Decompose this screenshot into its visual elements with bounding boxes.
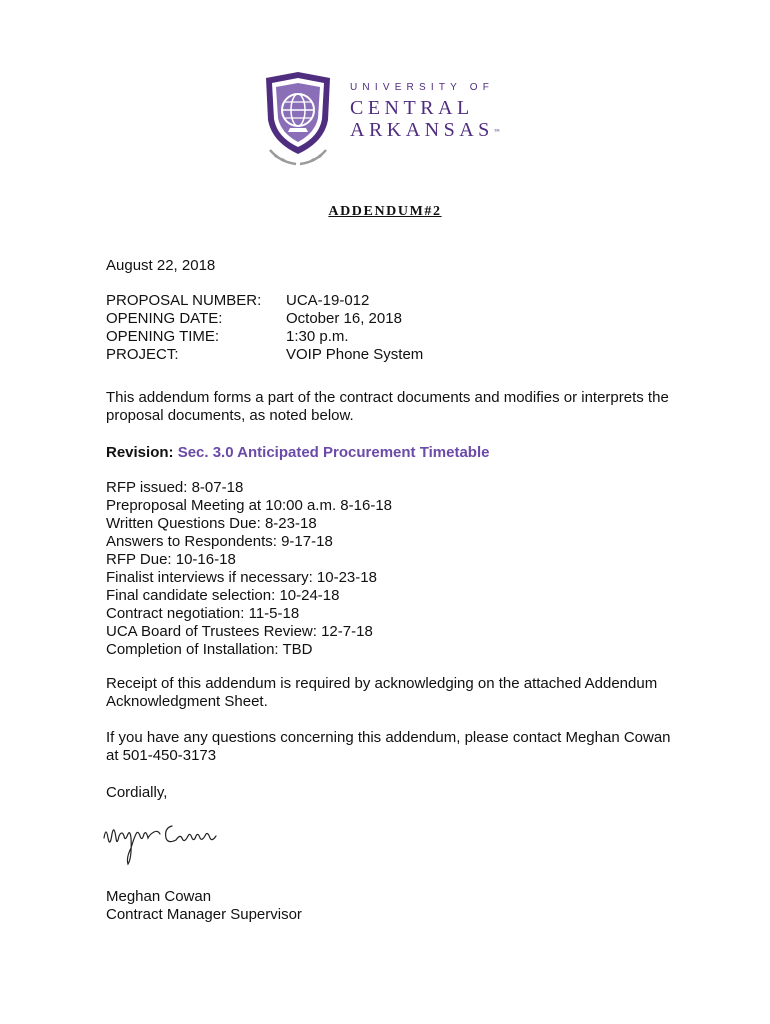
field-label: OPENING DATE: bbox=[106, 310, 223, 327]
timetable-item: Answers to Respondents: 9-17-18 bbox=[106, 533, 333, 550]
field-value: October 16, 2018 bbox=[286, 310, 402, 327]
signer-block bbox=[106, 888, 676, 924]
logo-arkansas-text: ARKANSAS bbox=[350, 119, 494, 141]
signer-title: Contract Manager Supervisor bbox=[106, 906, 302, 923]
timetable-item: Finalist interviews if necessary: 10-23-18 bbox=[106, 569, 377, 586]
proposal-fields bbox=[106, 292, 676, 364]
field-label: OPENING TIME: bbox=[106, 328, 220, 345]
field-row-project bbox=[106, 346, 676, 364]
trademark-symbol: ™ bbox=[493, 129, 500, 135]
logo-line-arkansas bbox=[350, 119, 520, 141]
timetable-item: RFP Due: 10-16-18 bbox=[106, 551, 236, 568]
field-value: VOIP Phone System bbox=[286, 346, 424, 363]
university-logo bbox=[258, 70, 518, 170]
timetable-item: Written Questions Due: 8-23-18 bbox=[106, 515, 317, 532]
field-row-opening-time bbox=[106, 328, 676, 346]
letter-date: August 22, 2018 bbox=[106, 257, 216, 274]
timetable-item: Final candidate selection: 10-24-18 bbox=[106, 587, 340, 604]
timetable-list bbox=[106, 479, 676, 659]
logo-line-university-of: UNIVERSITY OF bbox=[350, 82, 495, 93]
contact-paragraph: If you have any questions concerning this addendum, please contact Meghan Cowan at 501-450-3173 bbox=[106, 729, 671, 764]
field-label: PROPOSAL NUMBER: bbox=[106, 292, 262, 309]
logo-line-central: CENTRAL bbox=[350, 97, 474, 119]
timetable-item: Completion of Installation: TBD bbox=[106, 641, 313, 658]
timetable-item: Contract negotiation: 11-5-18 bbox=[106, 605, 300, 622]
timetable-item: Preproposal Meeting at 10:00 a.m. 8-16-18 bbox=[106, 497, 393, 514]
intro-paragraph: This addendum forms a part of the contract documents and modifies or interprets the proposal documents, as noted below. bbox=[106, 389, 669, 424]
closing-salutation: Cordially, bbox=[106, 784, 168, 801]
shield-crest-icon bbox=[258, 70, 338, 170]
receipt-paragraph: Receipt of this addendum is required by acknowledging on the attached Addendum Acknowledgment Sheet. bbox=[106, 675, 658, 710]
field-row-opening-date bbox=[106, 310, 676, 328]
field-value: UCA-19-012 bbox=[286, 292, 370, 309]
field-row-proposal-number bbox=[106, 292, 676, 310]
timetable-item: RFP issued: 8-07-18 bbox=[106, 479, 244, 496]
revision-label: Revision: bbox=[106, 444, 174, 461]
addendum-heading: ADDENDUM#2 bbox=[328, 204, 442, 219]
field-label: PROJECT: bbox=[106, 346, 179, 363]
revision-title: Sec. 3.0 Anticipated Procurement Timetable bbox=[177, 444, 490, 461]
revision-line bbox=[106, 444, 676, 462]
logo-wordmark bbox=[350, 82, 520, 141]
timetable-item: UCA Board of Trustees Review: 12-7-18 bbox=[106, 623, 373, 640]
signer-name: Meghan Cowan bbox=[106, 888, 212, 905]
handwritten-signature bbox=[98, 808, 228, 868]
field-value: 1:30 p.m. bbox=[286, 328, 349, 345]
